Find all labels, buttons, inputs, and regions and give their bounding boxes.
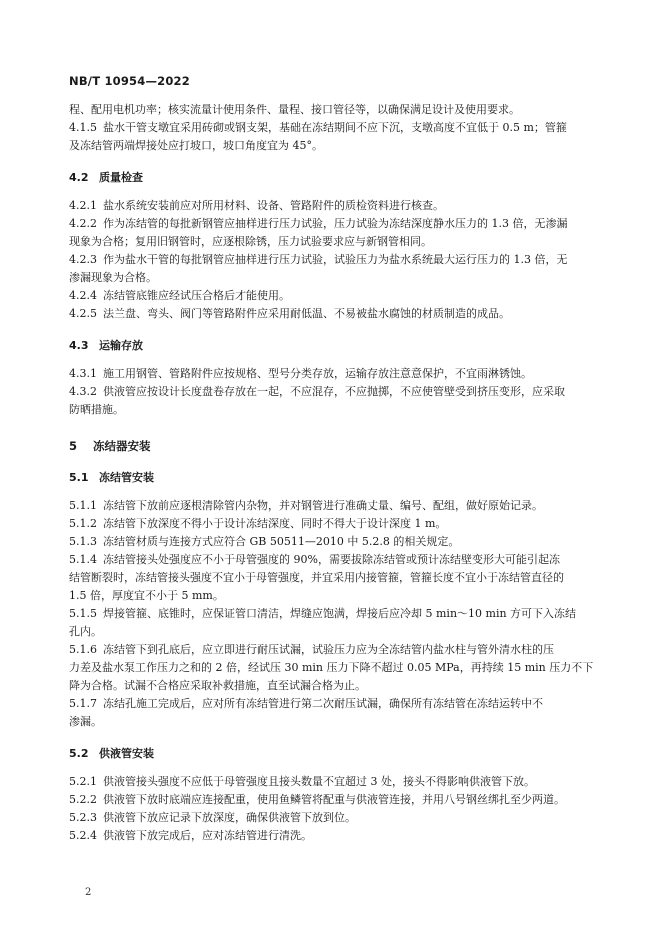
clause-4-2-4 [69, 287, 595, 305]
clause-number: 5.2.1 [69, 775, 97, 788]
clause-text: 作为冻结管的每批新钢管应抽样进行压力试验，压力试验为冻结深度静水压力的 1.3 倍，无渗漏 [103, 217, 568, 230]
clause-text: 盐水系统安装前应对所用材料、设备、管路附件的质检资料进行核查。 [103, 199, 444, 212]
clause-number: 5.2.4 [69, 829, 97, 842]
text-line: 防晒措施。 [69, 403, 124, 416]
clause-number: 5.2.2 [69, 793, 97, 806]
clause-text: 冻结管底锥应经试压合格后才能使用。 [103, 289, 290, 302]
text-line: 力差及盐水泵工作压力之和的 2 倍，经试压 30 min 压力下降不超过 0.05 MPa，再持续 15 min 压力不下 [69, 661, 594, 674]
heading-title: 供液管安装 [99, 747, 154, 760]
clause-number: 5.1.7 [69, 697, 97, 710]
clause-number: 5.1.3 [69, 535, 97, 548]
chapter-heading-5 [69, 437, 595, 455]
clause-number: 5.1.6 [69, 643, 97, 656]
clause-text: 冻结管接头处强度应不小于母管强度的 90%，需要拔除冻结管或预计冻结壁变形大可能引起冻 [103, 553, 560, 566]
clause-4-2-2 [69, 215, 595, 233]
heading-number: 5.2 [69, 747, 89, 760]
text-line: 1.5 倍，厚度宜不小于 5 mm。 [69, 589, 224, 602]
clause-5-1-5 [69, 605, 595, 623]
clause-text: 供液管接头强度不应低于母管强度且接头数量不宜超过 3 处，接头不得影响供液管下放。 [103, 775, 535, 788]
clause-number: 5.1.1 [69, 499, 97, 512]
clause-number: 4.2.3 [69, 253, 97, 266]
clause-text: 供液管下放应记录下放深度，确保供液管下放到位。 [103, 811, 356, 824]
clause-number: 5.1.2 [69, 517, 97, 530]
heading-number: 5 [69, 439, 78, 453]
clause-5-2-4 [69, 827, 595, 845]
clause-text: 冻结管材质与连接方式应符合 GB 50511—2010 中 5.2.8 的相关规定。 [103, 535, 460, 548]
heading-title: 运输存放 [99, 339, 143, 352]
clause-5-1-2 [69, 515, 595, 533]
clause-number: 4.1.5 [69, 121, 97, 134]
clause-text: 焊接管箍、底锥时，应保证管口清洁，焊缝应饱满，焊接后应冷却 5 min～10 min 方可下入冻结 [103, 607, 577, 620]
clause-text: 法兰盘、弯头、阀门等管路附件应采用耐低温、不易被盐水腐蚀的材质制造的成品。 [103, 307, 510, 320]
text-line: 降为合格。试漏不合格应采取补救措施，直至试漏合格为止。 [69, 679, 366, 692]
heading-number: 5.1 [69, 471, 89, 484]
clause-number: 4.2.1 [69, 199, 97, 212]
clause-4-3-2 [69, 383, 595, 401]
clause-4-2-3 [69, 251, 595, 269]
heading-title: 冻结器安装 [93, 439, 151, 453]
clause-5-2-3 [69, 809, 595, 827]
clause-text: 施工用钢管、管路附件应按规格、型号分类存放，运输存放注意意保护，不宜雨淋锈蚀。 [103, 367, 532, 380]
clause-4-2-1 [69, 197, 595, 215]
text-line: 渗漏现象为合格。 [69, 271, 157, 284]
clause-number: 4.2.4 [69, 289, 97, 302]
heading-number: 4.3 [69, 339, 89, 352]
clause-number: 4.2.2 [69, 217, 97, 230]
clause-text: 冻结孔施工完成后，应对所有冻结管进行第二次耐压试漏，确保所有冻结管在冻结运转中不 [103, 697, 543, 710]
section-heading-5-2 [69, 745, 595, 763]
standard-code: NB/T 10954—2022 [69, 74, 190, 88]
clause-5-1-1 [69, 497, 595, 515]
clause-number: 5.1.5 [69, 607, 97, 620]
text-line: 现象为合格；复用旧钢管时，应逐根除锈，压力试验要求应与新钢管相同。 [69, 235, 432, 248]
page-number: 2 [85, 887, 92, 898]
heading-title: 冻结管安装 [99, 471, 154, 484]
heading-number: 4.2 [69, 171, 89, 184]
clause-text: 作为盐水干管的每批钢管应抽样进行压力试验，试验压力为盐水系统最大运行压力的 1.3 倍，无 [103, 253, 568, 266]
document-body [69, 101, 595, 845]
text-line: 孔内。 [69, 625, 102, 638]
clause-5-2-2 [69, 791, 595, 809]
clause-text: 供液管下放完成后，应对冻结管进行清洗。 [103, 829, 312, 842]
clause-4-2-5 [69, 305, 595, 323]
clause-text: 冻结管下放深度不得小于设计冻结深度、同时不得大于设计深度 1 m。 [103, 517, 447, 530]
clause-5-1-3 [69, 533, 595, 551]
clause-number: 5.1.4 [69, 553, 97, 566]
text-line: 及冻结管两端焊接处应打坡口，坡口角度宜为 45°。 [69, 139, 323, 152]
clause-number: 4.2.5 [69, 307, 97, 320]
text-line: 渗漏。 [69, 715, 102, 728]
heading-title: 质量检查 [99, 171, 143, 184]
clause-5-1-6 [69, 641, 595, 659]
section-heading-4-2 [69, 169, 595, 187]
text-line: 程、配用电机功率；核实流量计使用条件、量程、接口管径等，以确保满足设计及使用要求。 [69, 103, 520, 116]
clause-text: 供液管应按设计长度盘卷存放在一起，不应混存，不应抛掷，不应使管壁受到挤压变形，应采取 [103, 385, 565, 398]
clause-5-2-1 [69, 773, 595, 791]
clause-4-1-5 [69, 119, 595, 137]
clause-number: 4.3.2 [69, 385, 97, 398]
clause-number: 4.3.1 [69, 367, 97, 380]
section-heading-4-3 [69, 337, 595, 355]
text-line: 结管断裂时，冻结管接头强度不宜小于母管强度，并宜采用内接管箍，管箍长度不宜小于冻结管直径的 [69, 571, 564, 584]
clause-text: 冻结管下到孔底后，应立即进行耐压试漏，试验压力应为全冻结管内盐水柱与管外清水柱的压 [103, 643, 554, 656]
clause-text: 盐水干管支墩宜采用砖砌或钢支架，基础在冻结期间不应下沉，支墩高度不宜低于 0.5 m；管箍 [103, 121, 567, 134]
clause-text: 冻结管下放前应逐根清除管内杂物，并对钢管进行准确丈量、编号、配组，做好原始记录。 [103, 499, 543, 512]
clause-number: 5.2.3 [69, 811, 97, 824]
clause-5-1-7 [69, 695, 595, 713]
clause-text: 供液管下放时底端应连接配重，使用鱼鳞管将配重与供液管连接，并用八号钢丝绑扎至少两道。 [103, 793, 565, 806]
section-heading-5-1 [69, 469, 595, 487]
clause-4-3-1 [69, 365, 595, 383]
clause-5-1-4 [69, 551, 595, 569]
